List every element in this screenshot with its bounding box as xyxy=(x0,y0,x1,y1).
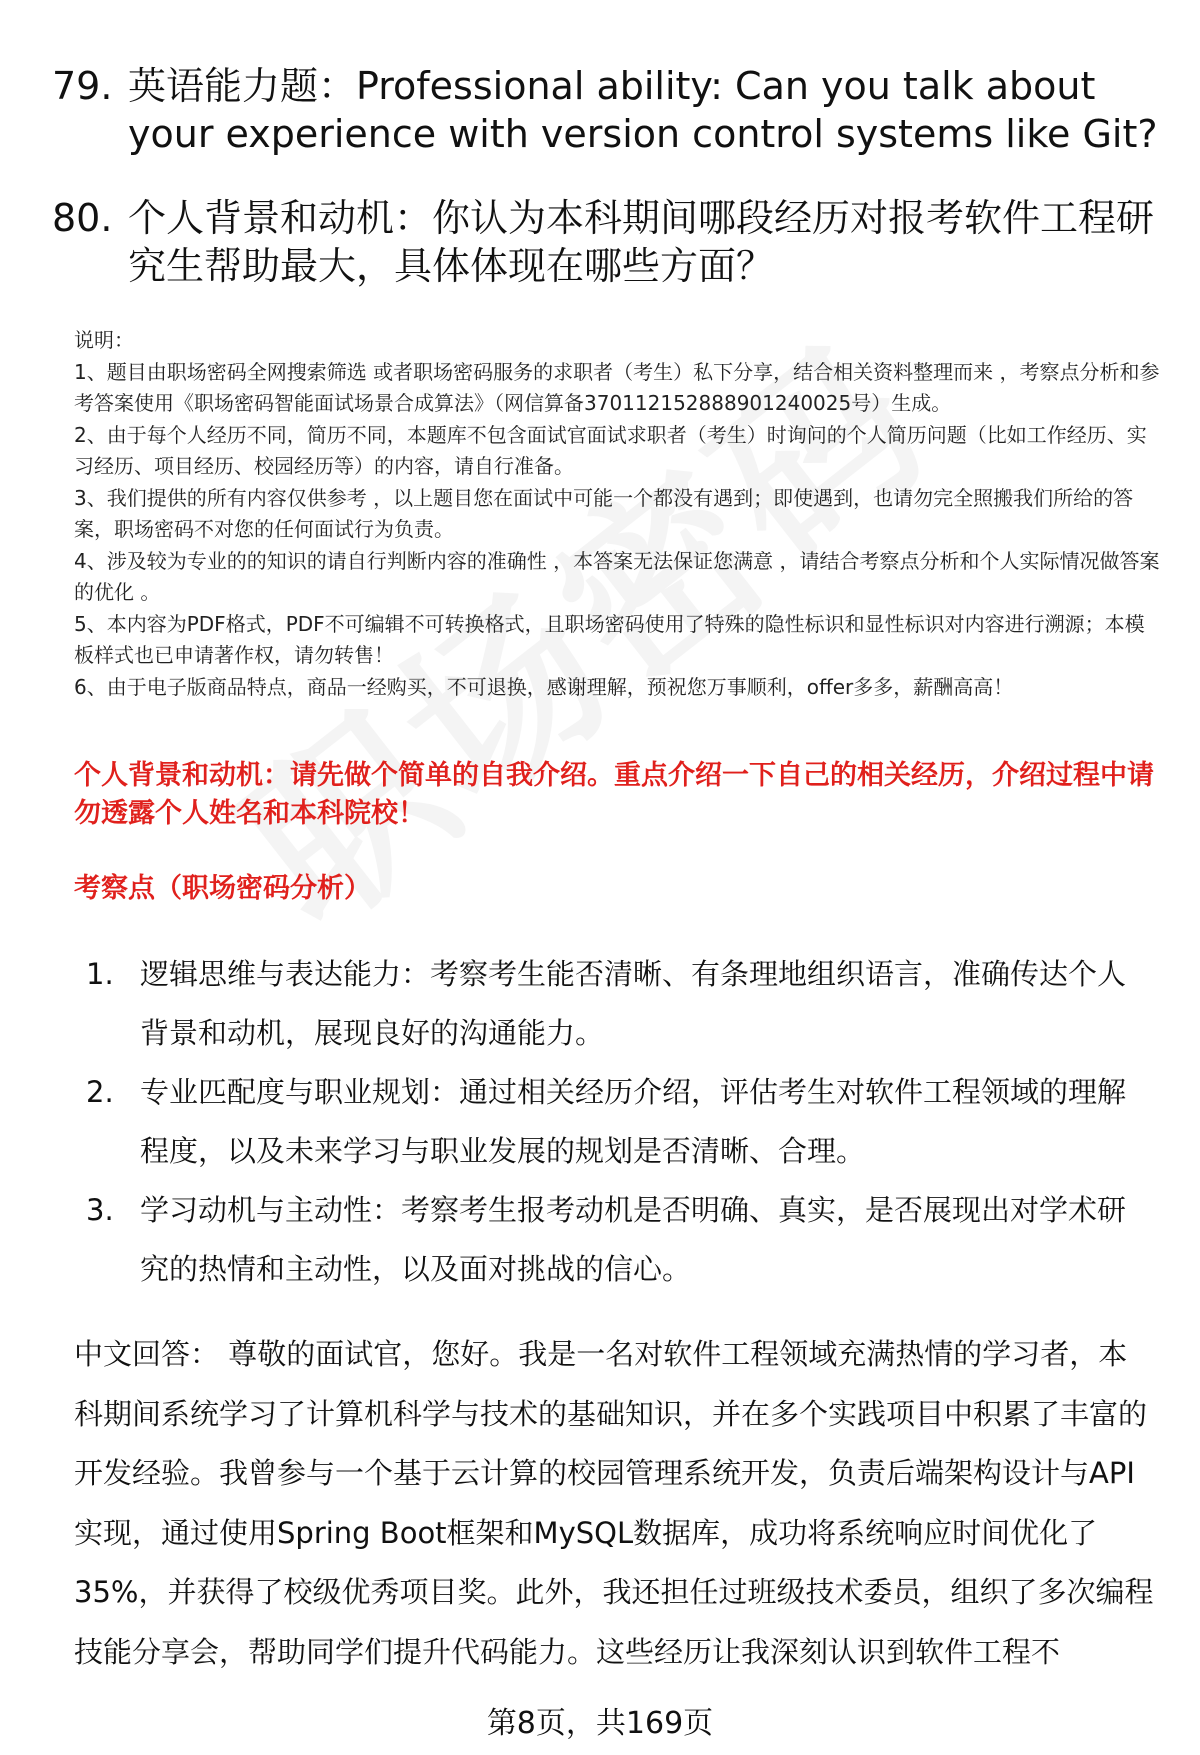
point-text: 专业匹配度与职业规划：通过相关经历介绍，评估考生对软件工程领域的理解程度，以及未来学习与职业发展的规划是否清晰、合理。 xyxy=(140,1075,1127,1168)
point-number: 1. xyxy=(86,957,114,991)
notes-title: 说明： xyxy=(74,328,134,352)
point-number: 3. xyxy=(86,1193,114,1227)
point-text: 学习动机与主动性：考察考生报考动机是否明确、真实，是否展现出对学术研究的热情和主动性，以及面对挑战的信心。 xyxy=(140,1193,1127,1286)
note-item: 6、由于电子版商品特点，商品一经购买，不可退换，感谢理解，预祝您万事顺利，offer多多，薪酬高高！ xyxy=(74,674,1014,699)
analysis-points-list xyxy=(74,945,1154,1299)
analysis-point xyxy=(74,945,1154,1063)
question-79 xyxy=(52,62,1162,158)
question-number: 80. xyxy=(52,196,113,240)
question-80 xyxy=(52,194,1162,290)
analysis-point xyxy=(74,1063,1154,1181)
point-text: 逻辑思维与表达能力：考察考生能否清晰、有条理地组织语言，准确传达个人背景和动机，展现良好的沟通能力。 xyxy=(140,957,1127,1050)
chinese-answer: 中文回答： 尊敬的面试官，您好。我是一名对软件工程领域充满热情的学习者，本科期间系统学习了计算机科学与技术的基础知识，并在多个实践项目中积累了丰富的开发经验。我曾参与一个基于云计算的校园管理系统开发，负责后端架构设计与API实现，通过使用Spring Boot框架和MySQL数据库，成功将系统响应时间优化了35%，并获得了校级优秀项目奖。此外，我还担任过班级技术委员，组织了多次编程技能分享会，帮助同学们提升代码能力。这些经历让我深刻认识到软件工程不 xyxy=(74,1337,1154,1669)
page-footer: 第8页，共169页 xyxy=(486,1706,714,1741)
note-item: 2、由于每个人经历不同，简历不同，本题库不包含面试官面试求职者（考生）时询问的个人简历问题（比如工作经历、实习经历、项目经历、校园经历等）的内容，请自行准备。 xyxy=(74,422,1147,478)
analysis-point xyxy=(74,1181,1154,1299)
note-item: 3、我们提供的所有内容仅供参考 ，以上题目您在面试中可能一个都没有遇到；即使遇到，也请勿完全照搬我们所给的答案，职场密码不对您的任何面试行为负责。 xyxy=(74,485,1134,541)
analysis-points-heading: 考察点（职场密码分析） xyxy=(74,873,371,904)
note-item: 5、本内容为PDF格式，PDF不可编辑不可转换格式，且职场密码使用了特殊的隐性标识和显性标识对内容进行溯源；本模板样式也已申请著作权，请勿转售！ xyxy=(74,611,1145,667)
disclaimer-notes xyxy=(74,325,1164,703)
note-item: 4、涉及较为专业的的知识的请自行判断内容的准确性 ，本答案无法保证您满意 ，请结合考察点分析和个人实际情况做答案的优化 。 xyxy=(74,548,1160,604)
question-number: 79. xyxy=(52,64,113,108)
point-number: 2. xyxy=(86,1075,114,1109)
question-text: 个人背景和动机：你认为本科期间哪段经历对报考软件工程研究生帮助最大，具体体现在哪些方面？ xyxy=(128,196,1155,288)
note-item: 1、题目由职场密码全网搜索筛选 或者职场密码服务的求职者（考生）私下分享，结合相关资料整理而来 ，考察点分析和参考答案使用《职场密码智能面试场景合成算法》（网信算备370112152888901240025号）生成。 xyxy=(74,359,1160,415)
main-question-heading: 个人背景和动机：请先做个简单的自我介绍。重点介绍一下自己的相关经历，介绍过程中请勿透露个人姓名和本科院校！ xyxy=(74,760,1154,829)
question-text: 英语能力题：Professional ability: Can you talk about your experience with version control systems like Git? xyxy=(128,64,1158,156)
